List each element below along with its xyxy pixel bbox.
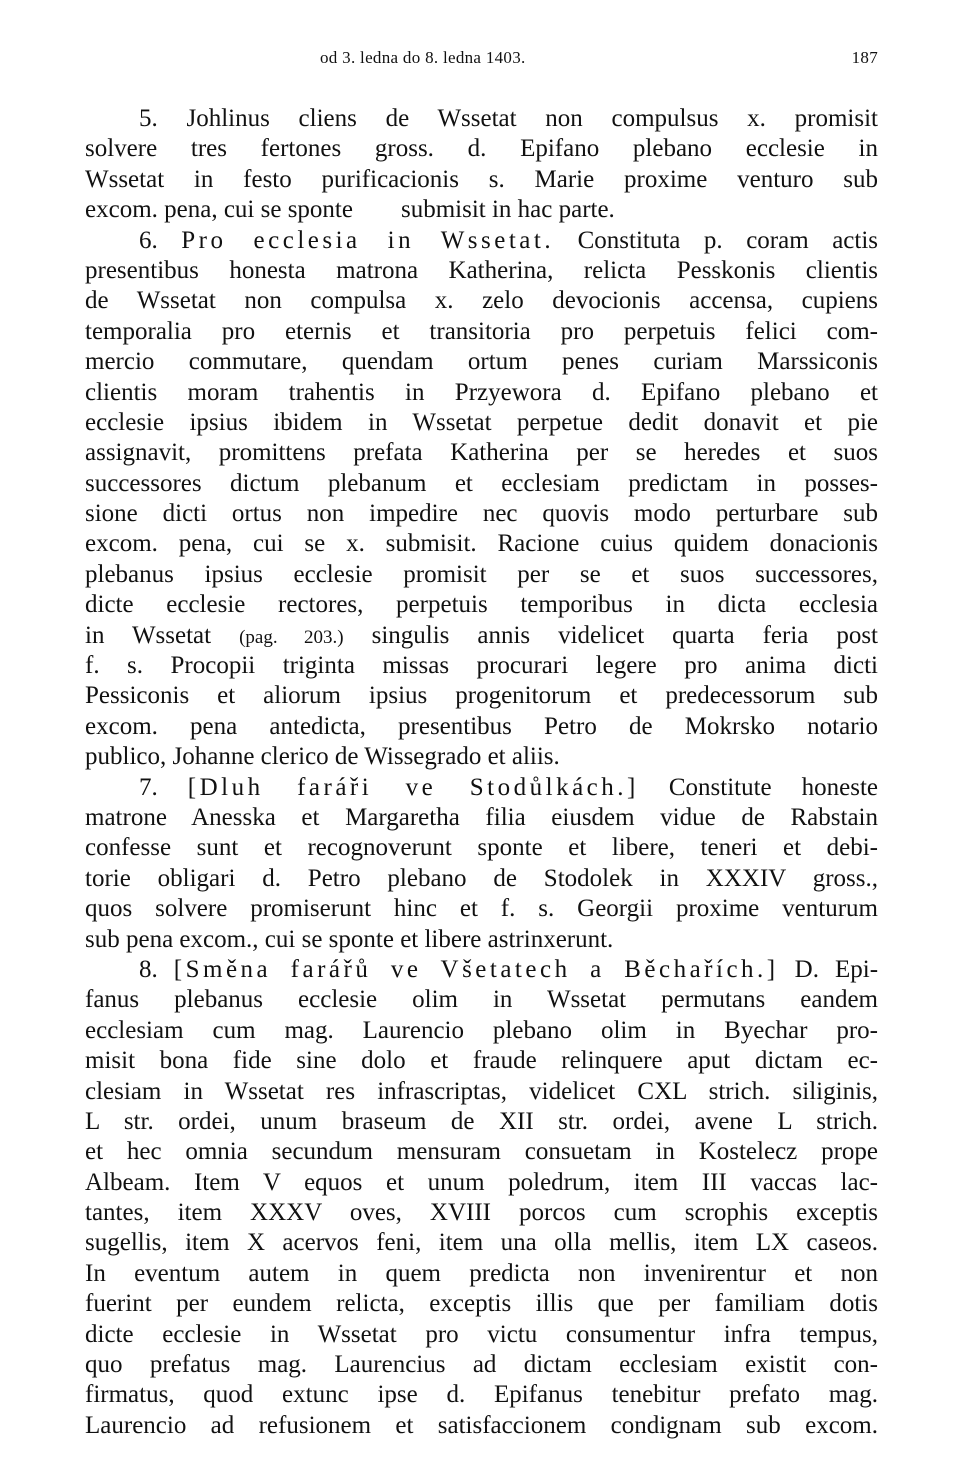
page-reference: (pag. 203.) bbox=[239, 626, 344, 648]
text-line: de Wssetat non compulsa x. zelo devocionis accensa, cupiens bbox=[85, 287, 878, 315]
page-number: 187 bbox=[851, 48, 878, 67]
text-line: L str. ordei, unum braseum de XII str. ordei, avene L strich. bbox=[85, 1107, 878, 1135]
text-line: successores dictum plebanum et ecclesiam predictam in posses- bbox=[85, 469, 878, 497]
text-line: presentibus honesta matrona Katherina, relicta Pesskonis clientis bbox=[85, 256, 878, 284]
running-title: od 3. ledna do 8. ledna 1403. bbox=[320, 48, 526, 67]
text-line: publico, Johanne clerico de Wissegrado et aliis. bbox=[85, 743, 560, 771]
text-line: Albeam. Item V equos et unum poledrum, item III vaccas lac- bbox=[85, 1168, 878, 1196]
text-line: mercio commutare, quendam ortum penes curiam Marssiconis bbox=[85, 348, 878, 376]
text-line: excom. pena, cui se x. submisit. Racione cuius quidem donacionis bbox=[85, 530, 878, 558]
text-line bbox=[85, 773, 878, 803]
entry-heading: Pro ecclesia in Wssetat. bbox=[181, 226, 555, 254]
text-segment: in Wssetat bbox=[85, 621, 212, 649]
text-line: temporalia pro eternis et transitoria pro perpetuis felici com- bbox=[85, 317, 878, 345]
text-line: misit bona fide sine dolo et fraude relinquere aput dictam ec- bbox=[85, 1047, 878, 1075]
text-segment: Constituta p. coram actis bbox=[577, 226, 879, 254]
text-line: tantes, item XXXV oves, XVIII porcos cum scrophis exceptis bbox=[85, 1199, 878, 1227]
entry-number: 8. bbox=[139, 955, 158, 983]
text-line: Laurencio ad refusionem et satisfaccionem condignam sub excom. bbox=[85, 1411, 878, 1439]
text-segment: Constitute honeste bbox=[668, 773, 878, 801]
text-line: sione dicti ortus non impedire nec quovis modo perturbare sub bbox=[85, 500, 878, 528]
text-segment: excom. pena, cui se sponte bbox=[85, 196, 353, 224]
text-line: sugellis, item X acervos feni, item una olla mellis, item LX caseos. bbox=[85, 1229, 878, 1257]
text-line: clientis moram trahentis in Przyewora d. Epifano plebano et bbox=[85, 378, 878, 406]
text-line: matrone Anesska et Margaretha filia eiusdem vidue de Rabstain bbox=[85, 803, 878, 831]
text-line: plebanus ipsius ecclesie promisit per se et suos successores, bbox=[85, 560, 878, 588]
text-line: 5. Johlinus cliens de Wssetat non compulsus x. promisit bbox=[139, 105, 878, 132]
text-line: quo prefatus mag. Laurencius ad dictam ecclesiam existit con- bbox=[85, 1351, 878, 1379]
text-line bbox=[85, 621, 878, 651]
text-line: clesiam in Wssetat res infrascriptas, videlicet CXL strich. siliginis, bbox=[85, 1077, 878, 1105]
text-line: firmatus, quod extunc ipse d. Epifanus tenebitur prefato mag. bbox=[85, 1381, 878, 1409]
text-line: et hec omnia secundum mensuram consuetam in Kostelecz prope bbox=[85, 1138, 878, 1166]
text-line: quos solvere promiserunt hinc et f. s. Georgii proxime venturum bbox=[85, 895, 878, 923]
text-segment: submisit in hac parte. bbox=[400, 196, 615, 224]
text-line: solvere tres fertones gross. d. Epifano plebano ecclesie in bbox=[85, 135, 878, 163]
text-line: fuerint per eundem relicta, exceptis illis que per familiam dotis bbox=[85, 1290, 878, 1318]
text-line: excom. pena antedicta, presentibus Petro de Mokrsko notario bbox=[85, 712, 878, 740]
text-line bbox=[85, 195, 878, 225]
text-line: dicte ecclesie rectores, perpetuis temporibus in dicta ecclesia bbox=[85, 591, 878, 619]
text-line: fanus plebanus ecclesie olim in Wssetat permutans eandem bbox=[85, 986, 878, 1014]
entry-number: 7. bbox=[139, 773, 158, 801]
text-segment: singulis annis videlicet quarta feria post bbox=[371, 621, 879, 649]
text-line bbox=[85, 226, 878, 256]
entry-heading: [Dluh faráři ve Stodůlkách.] bbox=[187, 773, 639, 801]
text-segment: D. Epi- bbox=[794, 955, 879, 983]
entry-number: 6. bbox=[139, 226, 158, 254]
text-line: ecclesiam cum mag. Laurencio plebano olim in Byechar pro- bbox=[85, 1016, 878, 1044]
text-line: Wssetat in festo purificacionis s. Marie proxime venturo sub bbox=[85, 165, 878, 193]
text-line: dicte ecclesie in Wssetat pro victu consumentur infra tempus, bbox=[85, 1320, 878, 1348]
text-line: assignavit, promittens prefata Katherina per se heredes et suos bbox=[85, 439, 878, 467]
running-header bbox=[85, 48, 878, 70]
entry-heading: [Směna farářů ve Všetatech a Běchařích.] bbox=[173, 955, 779, 983]
text-line: torie obligari d. Petro plebano de Stodolek in XXXIV gross., bbox=[85, 864, 878, 892]
text-line: confesse sunt et recognoverunt sponte et libere, teneri et debi- bbox=[85, 834, 878, 862]
text-line: Pessiconis et aliorum ipsius progenitorum et predecessorum sub bbox=[85, 682, 878, 710]
text-body bbox=[85, 104, 878, 1441]
text-line: ecclesie ipsius ibidem in Wssetat perpetue dedit donavit et pie bbox=[85, 408, 878, 436]
text-line: f. s. Procopii triginta missas procurari legere pro anima dicti bbox=[85, 652, 878, 680]
text-line: sub pena excom., cui se sponte et libere astrinxerunt. bbox=[85, 925, 614, 953]
text-line bbox=[85, 955, 878, 985]
text-line: In eventum autem in quem predicta non invenirentur et non bbox=[85, 1259, 878, 1287]
